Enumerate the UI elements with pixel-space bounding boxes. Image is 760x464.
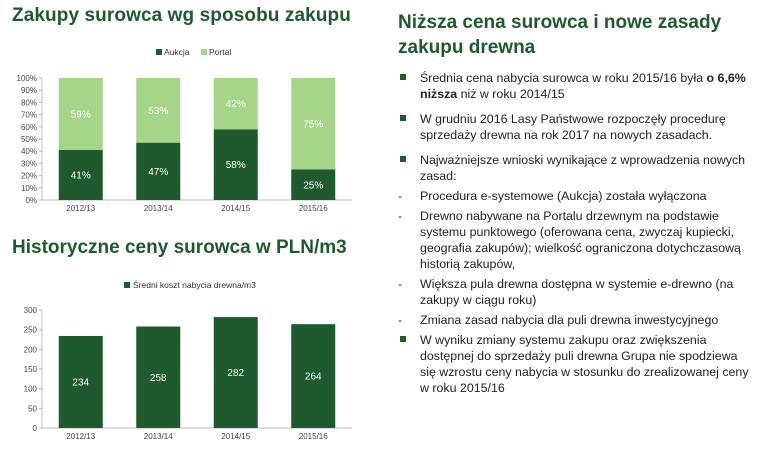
bullet-item [398,332,750,396]
x-tick-label: 2015/16 [298,432,328,441]
x-tick-label: 2012/13 [66,204,96,213]
legend-swatch [124,282,130,288]
y-tick-label: 10% [20,183,37,193]
y-tick-label: 100 [23,384,37,394]
bullet-panel [398,70,750,405]
y-tick-label: 100% [16,74,37,83]
y-tick-label: 50 [28,404,37,414]
square-bullet-icon [400,74,406,80]
y-tick-label: 50% [20,135,37,144]
chart-title-prices: Historyczne ceny surowca w PLN/m3 [12,237,347,258]
bullet-text: Średnia cena nabycia surowca w roku 2015/16 była [420,71,707,85]
data-label-aukcja: 25% [303,180,324,192]
legend-label: Średni koszt nabycia drewna/m3 [133,280,256,290]
data-label-portal: 75% [303,119,324,131]
dash-bullet-icon: - [398,277,403,291]
data-label-portal: 59% [70,109,91,121]
dash-bullet-icon: - [398,189,403,203]
legend-swatch-portal [201,49,207,55]
data-label: 234 [72,377,90,389]
legend [156,47,231,57]
y-tick-label: 0% [25,196,37,205]
data-label-portal: 42% [225,99,246,111]
square-bullet-icon [400,115,406,121]
bullet-text: Procedura e-systemowe (Aukcja) została wyłączona [420,189,707,203]
bullet-item [398,152,750,184]
dash-item [398,276,750,308]
bullet-item [398,111,750,143]
bullet-text: Zmiana zasad nabycia dla puli drewna inwestycyjnego [420,313,719,327]
x-tick-label: 2013/14 [143,432,173,441]
dash-item [398,208,750,272]
data-label: 264 [304,371,322,383]
data-label-aukcja: 58% [225,160,246,172]
chart-title-purchases: Zakupy surowca wg sposobu zakupu [12,5,351,26]
panel-title: Niższa cena surowca i nowe zasady zakupu drewna [398,12,722,58]
bullet-text: W grudniu 2016 Lasy Państwowe rozpoczęły procedurę sprzedaży drewna na rok 2017 na nowych zasadach. [420,112,726,142]
x-tick-label: 2014/15 [221,432,251,441]
x-tick-label: 2013/14 [143,204,173,213]
data-label-aukcja: 41% [70,170,91,182]
y-tick-label: 20% [20,171,37,181]
y-tick-label: 150 [23,365,37,374]
x-tick-label: 2014/15 [221,204,251,213]
y-tick-label: 60% [20,122,37,132]
legend [124,279,256,290]
square-bullet-icon [400,336,406,342]
bullet-text: Najważniejsze wnioski wynikające z wprowadzenia nowych zasad: [420,153,746,183]
y-tick-label: 200 [23,345,37,355]
legend-label-aukcja: Aukcja [164,47,190,57]
x-tick-label: 2015/16 [298,204,328,213]
legend-label-portal: Portal [209,47,232,57]
bullet-text: Drewno nabywane na Portalu drzewnym na podstawie systemu punktowego (oferowana cena, zwyczaj kupiecki, geografia zakupów); wielkość ograniczona dotychczasową historią zakupów, [420,209,741,271]
dash-item [398,188,750,204]
y-tick-label: 40% [20,147,37,157]
square-bullet-icon [400,156,406,162]
data-label-aukcja: 47% [148,166,169,178]
bullet-item [398,70,750,102]
legend-swatch-aukcja [156,49,162,55]
bullet-text: o 6,6% niższa [420,71,746,101]
dash-bullet-icon: - [398,313,403,327]
data-label: 282 [227,368,245,380]
y-tick-label: 250 [23,325,37,335]
y-tick-label: 90% [20,86,37,96]
data-label-portal: 53% [148,105,169,117]
y-tick-label: 80% [20,98,37,108]
bullet-text: niż w roku 2014/15 [457,87,565,101]
stacked-bar-chart-purchase-method [0,38,370,218]
bullet-text: W wyniku zmiany systemu zakupu oraz zwiększenia dostępnej do sprzedaży puli drewna Grupa nie spodziewa się wzrostu ceny nabycia w stosunku do zrealizowanej ceny w roku 2015/16 [420,333,749,395]
dash-item [398,312,750,328]
y-tick-label: 0 [32,424,37,433]
x-tick-label: 2012/13 [66,432,96,441]
y-tick-label: 300 [23,306,37,315]
bullet-text: Większa pula drewna dostępna w systemie e-drewno (na zakupy w ciągu roku) [420,277,734,307]
y-tick-label: 70% [20,110,37,120]
data-label: 258 [149,372,167,384]
y-tick-label: 30% [20,159,37,169]
dash-bullet-icon: - [398,209,403,223]
bar-chart-historical-prices [0,272,370,462]
